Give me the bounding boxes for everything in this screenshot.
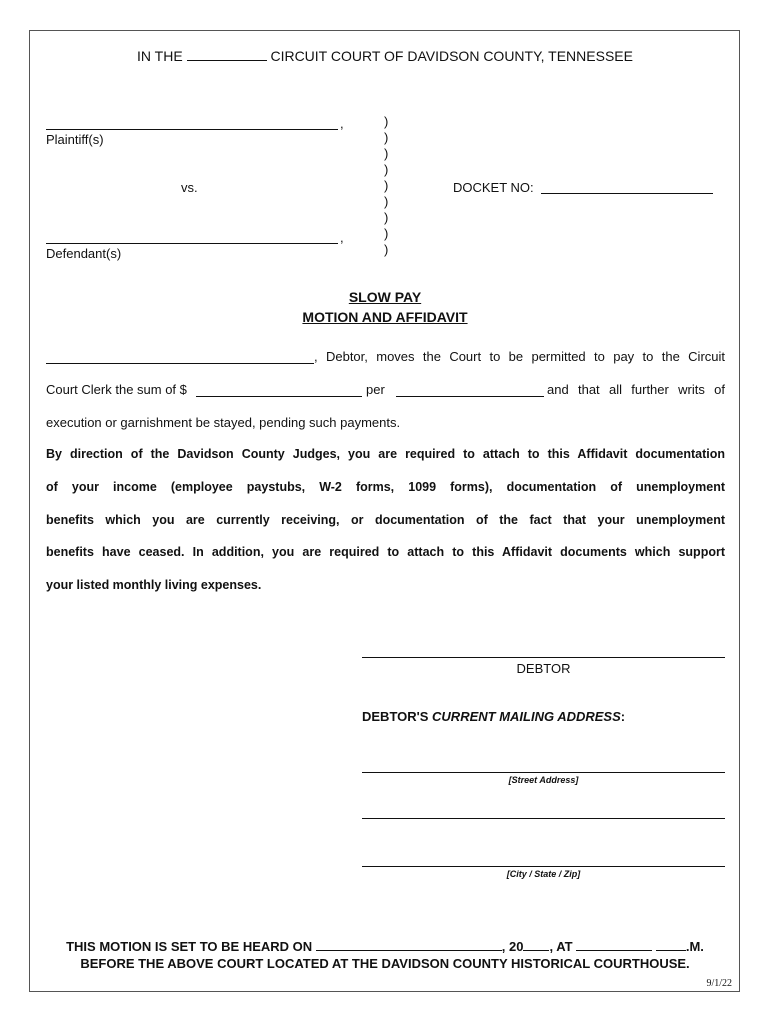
title-motion: MOTION AND AFFIDAVIT bbox=[302, 309, 468, 325]
revision-date: 9/1/22 bbox=[706, 978, 732, 989]
paren-5: ) bbox=[384, 178, 389, 193]
debtor-label: DEBTOR bbox=[516, 661, 571, 676]
title-line-2 bbox=[0, 307, 770, 327]
debtor-name-line[interactable] bbox=[46, 363, 314, 364]
instructions-line-3: benefits which you are currently receiving, or documentation of the fact that your unemployment bbox=[46, 513, 725, 527]
header-prefix: IN THE bbox=[137, 48, 183, 64]
title-slow-pay: SLOW PAY bbox=[348, 289, 422, 305]
plaintiff-comma: , bbox=[340, 116, 344, 131]
vs-label: vs. bbox=[181, 180, 198, 195]
city-state-zip-line[interactable] bbox=[362, 866, 725, 867]
body-line-3: execution or garnishment be stayed, pending such payments. bbox=[46, 415, 401, 430]
payment-frequency-line[interactable] bbox=[396, 396, 544, 397]
docket-label: DOCKET NO: bbox=[453, 180, 534, 195]
header-suffix: CIRCUIT COURT OF DAVIDSON COUNTY, TENNESSEE bbox=[270, 48, 633, 64]
court-header bbox=[0, 48, 770, 64]
defendant-name-line[interactable] bbox=[46, 243, 338, 244]
document-title bbox=[0, 287, 770, 327]
hearing-date-blank[interactable] bbox=[316, 949, 502, 951]
body-line-2-prefix: Court Clerk the sum of $ bbox=[46, 382, 187, 397]
instructions-line-4: benefits have ceased. In addition, you are required to attach to this Affidavit documents which support bbox=[46, 545, 725, 559]
paren-7: ) bbox=[384, 210, 389, 225]
hearing-ampm-blank[interactable] bbox=[656, 949, 686, 951]
address-heading-italic: CURRENT MAILING ADDRESS bbox=[432, 709, 621, 724]
caption-parentheses bbox=[384, 114, 392, 264]
defendant-label: Defendant(s) bbox=[46, 246, 122, 261]
hearing-notice bbox=[0, 939, 770, 954]
hearing-prefix: THIS MOTION IS SET TO BE HEARD ON bbox=[66, 939, 313, 954]
paren-9: ) bbox=[384, 242, 389, 257]
hearing-time-blank[interactable] bbox=[576, 949, 652, 951]
body-line-1: , Debtor, moves the Court to be permitted to pay to the Circuit bbox=[314, 349, 725, 364]
hearing-year-blank[interactable] bbox=[523, 949, 549, 951]
defendant-comma: , bbox=[340, 230, 344, 245]
paren-3: ) bbox=[384, 146, 389, 161]
address-line-2[interactable] bbox=[362, 818, 725, 819]
body-line-2-per: per bbox=[366, 382, 385, 397]
title-line-1 bbox=[0, 287, 770, 307]
paren-2: ) bbox=[384, 130, 389, 145]
mailing-address-heading bbox=[362, 709, 625, 724]
city-state-zip-label: [City / State / Zip] bbox=[506, 869, 581, 879]
hearing-at: , AT bbox=[549, 939, 573, 954]
court-name-blank[interactable] bbox=[187, 59, 267, 61]
address-heading-colon: : bbox=[620, 709, 626, 724]
payment-amount-line[interactable] bbox=[196, 396, 362, 397]
debtor-signature-line[interactable] bbox=[362, 657, 725, 658]
paren-6: ) bbox=[384, 194, 389, 209]
hearing-year: , 20 bbox=[501, 939, 524, 954]
paren-8: ) bbox=[384, 226, 389, 241]
street-address-line[interactable] bbox=[362, 772, 725, 773]
instructions-line-5: your listed monthly living expenses. bbox=[46, 578, 262, 592]
instructions-line-1: By direction of the Davidson County Judges, you are required to attach to this Affidavit documentation bbox=[46, 447, 725, 461]
instructions-line-2: of your income (employee paystubs, W-2 forms, 1099 forms), documentation of unemployment bbox=[46, 480, 725, 494]
plaintiff-label: Plaintiff(s) bbox=[46, 132, 104, 147]
street-address-label: [Street Address] bbox=[508, 775, 579, 785]
plaintiff-name-line[interactable] bbox=[46, 129, 338, 130]
docket-number-line[interactable] bbox=[541, 193, 713, 194]
paren-1: ) bbox=[384, 114, 389, 129]
courthouse-location: BEFORE THE ABOVE COURT LOCATED AT THE DAVIDSON COUNTY HISTORICAL COURTHOUSE. bbox=[80, 956, 690, 971]
hearing-m: .M. bbox=[685, 939, 704, 954]
paren-4: ) bbox=[384, 162, 389, 177]
body-line-2-suffix: and that all further writs of bbox=[547, 382, 725, 397]
address-heading-bold: DEBTOR'S bbox=[362, 709, 433, 724]
